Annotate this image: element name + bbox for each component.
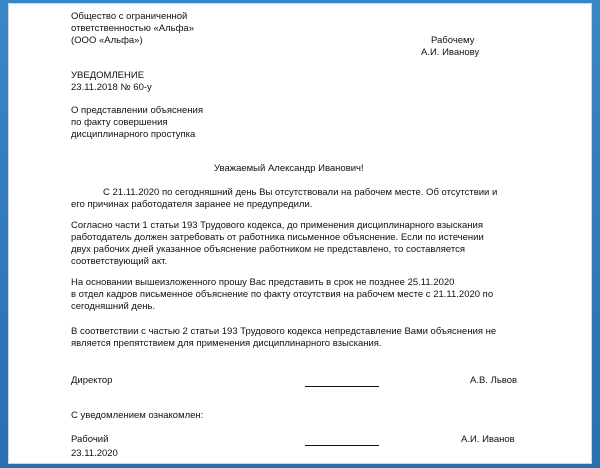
org-line: ответственностью «Альфа» (71, 23, 194, 34)
salutation: Уважаемый Александр Иванович! (214, 163, 364, 174)
notice-block (71, 70, 152, 94)
subject-block (71, 105, 203, 141)
notice-date-number: 23.11.2018 № 60-у (71, 82, 152, 93)
paragraph-consequence (71, 326, 539, 350)
subject-line: дисциплинарного проступка (71, 129, 196, 140)
paragraph-line: На основании вышеизложенного прошу Вас представить в срок не позднее 25.11.2020 (71, 277, 455, 288)
worker-date: 23.11.2020 (71, 448, 118, 459)
director-name: А.В. Львов (470, 375, 518, 386)
paragraph-line: его причинах работодателя заранее не предупредили. (71, 199, 313, 210)
paragraph-request (71, 277, 539, 313)
worker-name: А.И. Иванов (461, 434, 515, 445)
paragraph-line: В соответствии с частью 2 статьи 193 Трудового кодекса непредставление Вами объяснения не (71, 326, 497, 337)
notice-title: УВЕДОМЛЕНИЕ (71, 70, 145, 81)
director-signature-line (305, 386, 379, 387)
paragraph-line: соответствующий акт. (71, 256, 168, 267)
organization-block (71, 11, 194, 47)
paragraph-law-reference (71, 220, 539, 268)
org-line: (ООО «Альфа») (71, 35, 143, 46)
document-page (8, 3, 592, 464)
subject-line: О представлении объяснения (71, 105, 203, 116)
paragraph-absence (71, 187, 539, 211)
worker-role: Рабочий (71, 434, 109, 445)
director-role: Директор (71, 375, 113, 386)
paragraph-line: работодатель должен затребовать от работника письменное объяснение. Если по истечении (71, 232, 484, 243)
paragraph-line: в отдел кадров письменное объяснение по факту отсутствия на рабочем месте с 21.11.2020 по (71, 289, 494, 300)
paragraph-line: сегодняшний день. (71, 301, 156, 312)
recipient-role: Рабочему (431, 35, 475, 46)
paragraph-line: С 21.11.2020 по сегодняшний день Вы отсутствовали на рабочем месте. Об отсутствии и (103, 187, 498, 198)
recipient-block (421, 35, 479, 59)
org-line: Общество с ограниченной (71, 11, 188, 22)
acknowledged-label: С уведомлением ознакомлен: (71, 410, 204, 421)
paragraph-line: двух рабочих дней указанное объяснение работником не представлено, то составляется (71, 244, 466, 255)
recipient-name: А.И. Иванову (421, 47, 480, 58)
worker-signature-line (305, 445, 379, 446)
paragraph-line: является препятствием для применения дисциплинарного взыскания. (71, 338, 382, 349)
paragraph-line: Согласно части 1 статьи 193 Трудового кодекса, до применения дисциплинарного взыскания (71, 220, 483, 231)
subject-line: по факту совершения (71, 117, 168, 128)
